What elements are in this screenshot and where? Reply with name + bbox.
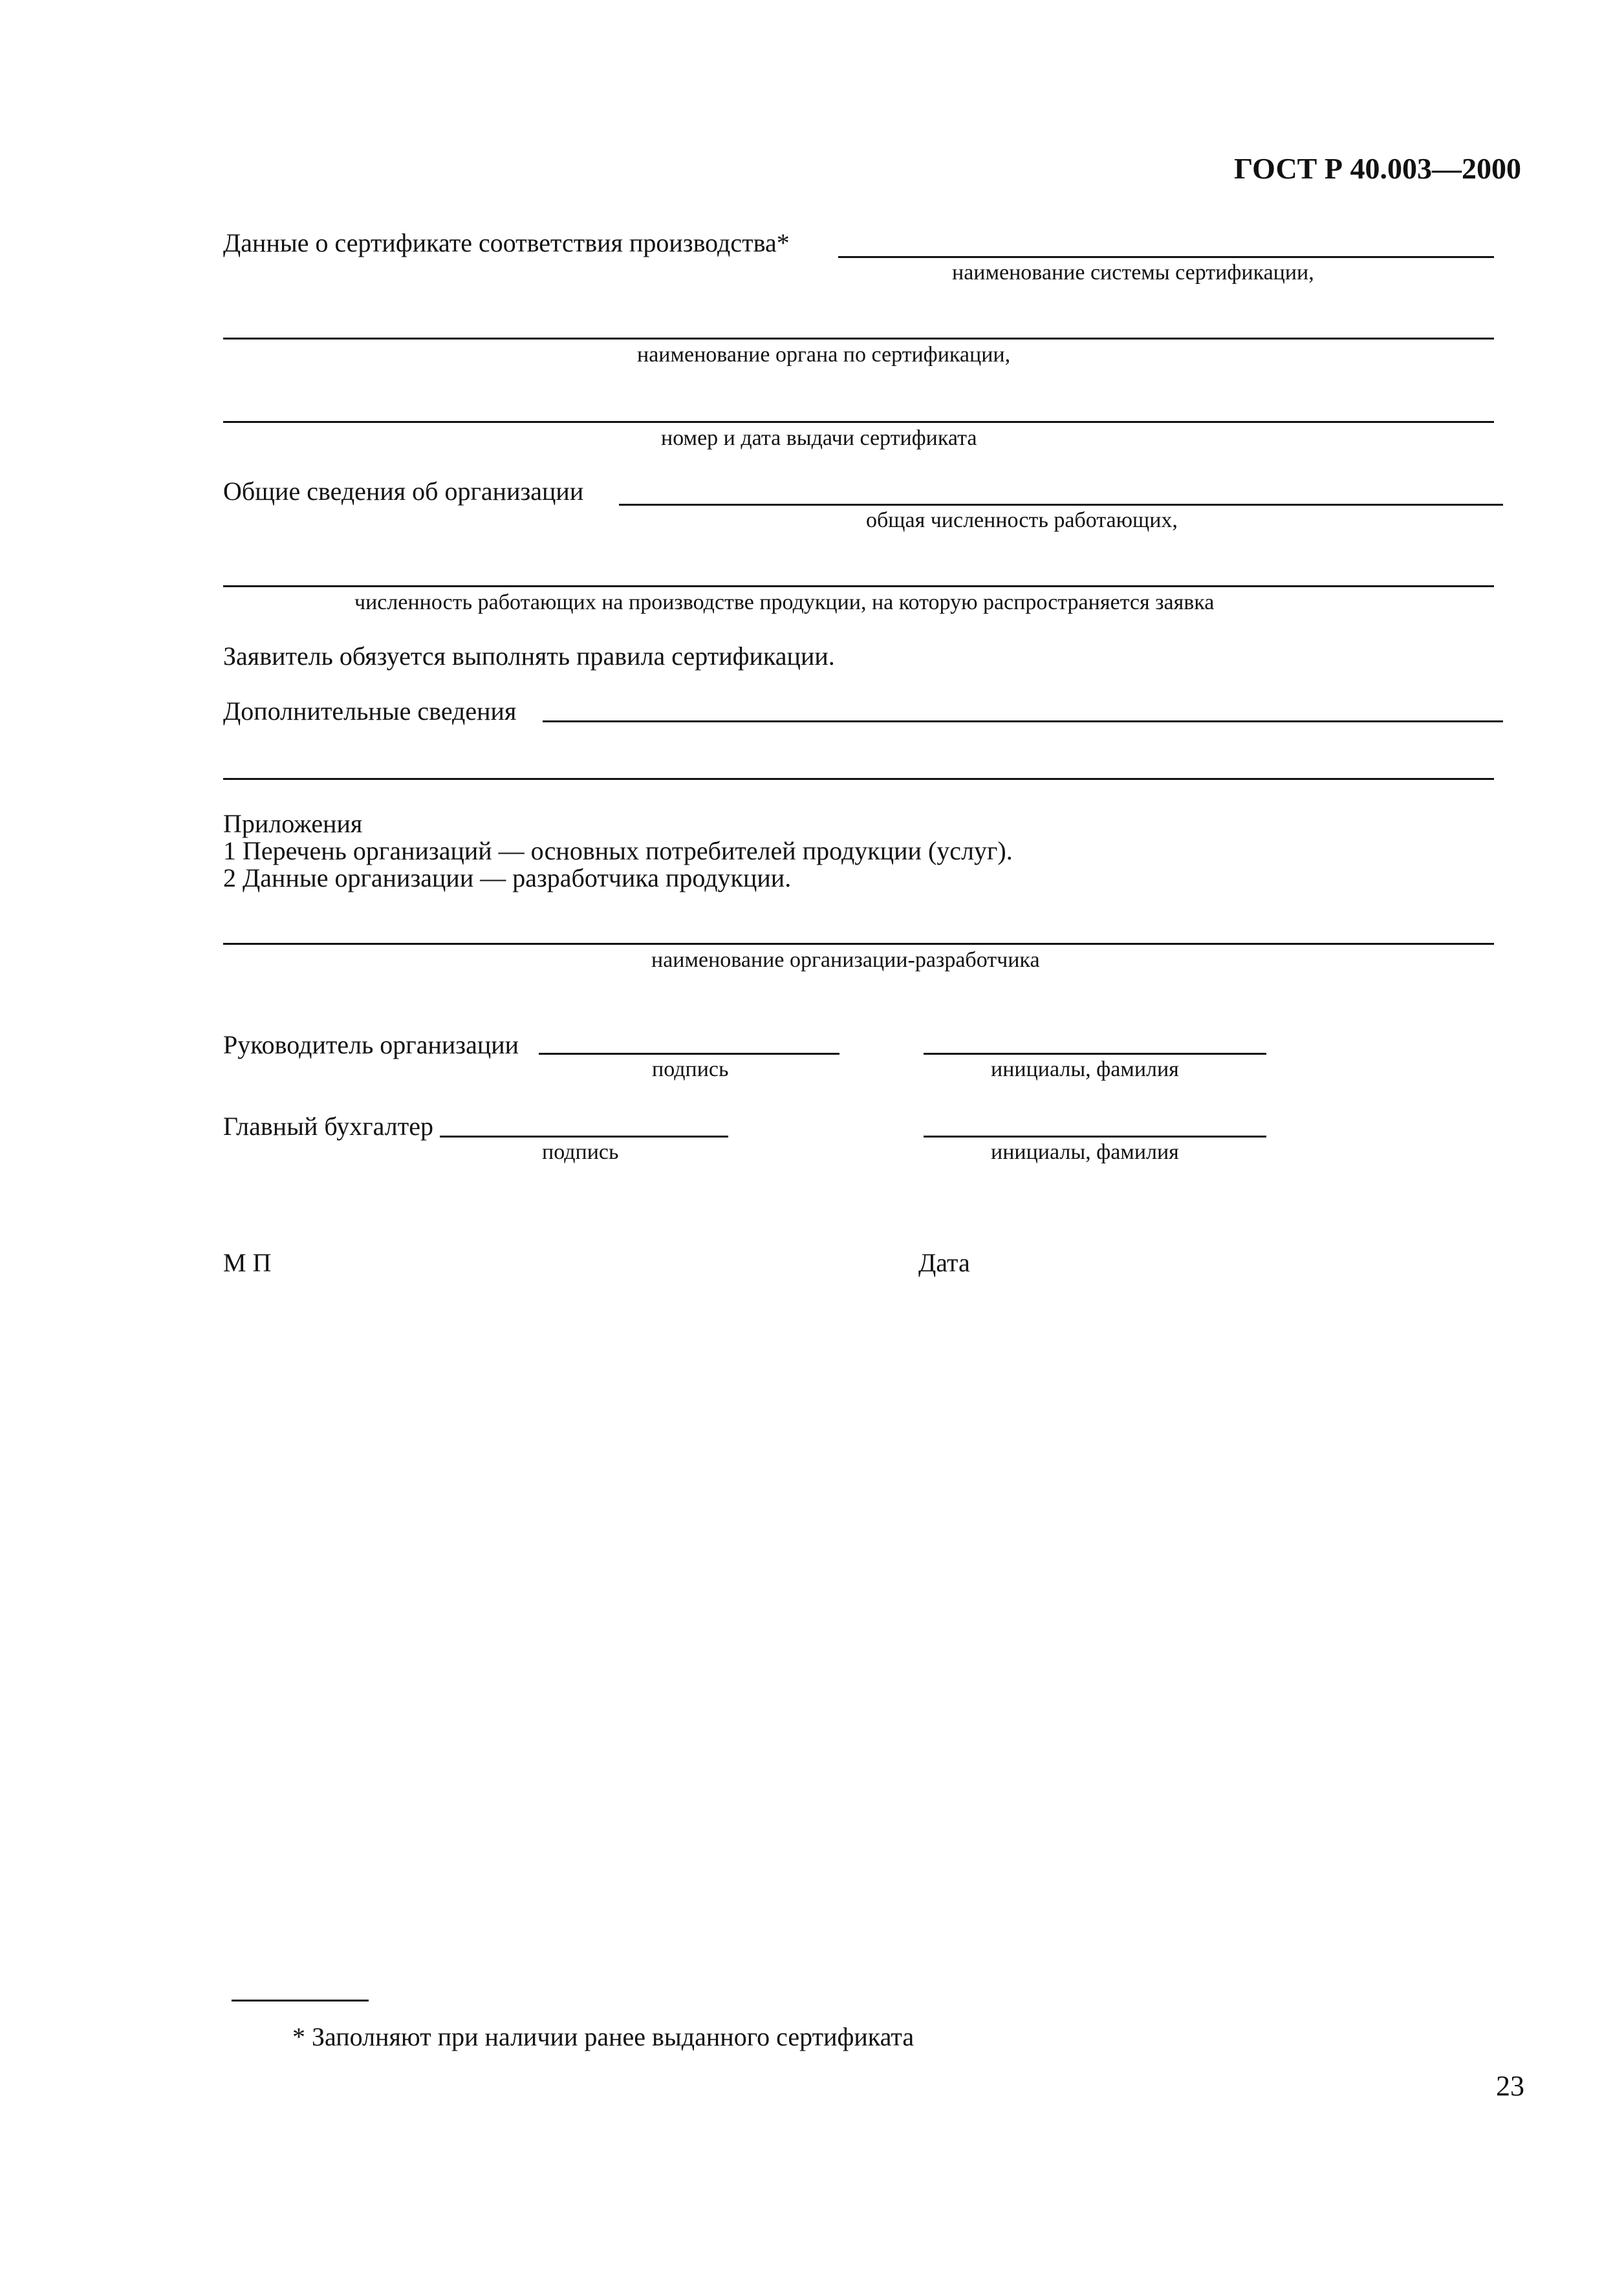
accountant-signature-line[interactable]: [440, 1136, 728, 1138]
organization-total-line[interactable]: [619, 504, 1503, 506]
caption-certification-body: наименование органа по сертификации,: [637, 343, 1011, 367]
footnote-text: * Заполняют при наличии ранее выданного сертификата: [292, 2022, 915, 2051]
seal-label: М П: [223, 1248, 272, 1277]
head-label: Руководитель организации: [223, 1030, 519, 1059]
head-initials-line[interactable]: [924, 1053, 1266, 1055]
accountant-initials-caption: инициалы, фамилия: [991, 1140, 1179, 1164]
accountant-label: Главный бухгалтер: [223, 1112, 433, 1141]
accountant-signature-caption: подпись: [542, 1140, 619, 1164]
appendix-item-1: 1 Перечень организаций — основных потребителей продукции (услуг).: [223, 836, 1013, 865]
additional-label: Дополнительные сведения: [223, 696, 517, 726]
head-signature-caption: подпись: [652, 1057, 729, 1081]
page-number: 23: [1496, 2070, 1524, 2102]
caption-production-employees: численность работающих на производстве продукции, на которую распространяется заявка: [354, 590, 1215, 614]
document-code: ГОСТ Р 40.003—2000: [1234, 152, 1521, 185]
caption-certificate-number: номер и дата выдачи сертификата: [661, 426, 977, 450]
appendix-item-2: 2 Данные организации — разработчика продукции.: [223, 863, 792, 892]
appendices-title: Приложения: [223, 809, 363, 838]
head-initials-caption: инициалы, фамилия: [991, 1057, 1179, 1081]
caption-developer: наименование организации-разработчика: [651, 948, 1040, 972]
additional-line-1[interactable]: [543, 720, 1503, 722]
head-signature-line[interactable]: [539, 1053, 839, 1055]
accountant-initials-line[interactable]: [924, 1136, 1266, 1138]
organization-production-line[interactable]: [223, 585, 1494, 587]
date-label: Дата: [918, 1248, 970, 1277]
footnote-divider: [232, 2000, 369, 2002]
caption-total-employees: общая численность работающих,: [866, 508, 1178, 532]
developer-line[interactable]: [223, 943, 1494, 945]
certificate-system-line[interactable]: [838, 256, 1494, 258]
obligation-text: Заявитель обязуется выполнять правила сертификации.: [223, 642, 835, 671]
organization-label: Общие сведения об организации: [223, 477, 584, 506]
certificate-body-line[interactable]: [223, 338, 1494, 340]
caption-certification-system: наименование системы сертификации,: [952, 261, 1314, 285]
certificate-label: Данные о сертификате соответствия производства*: [223, 228, 790, 257]
certificate-number-line[interactable]: [223, 421, 1494, 423]
additional-line-2[interactable]: [223, 778, 1494, 780]
